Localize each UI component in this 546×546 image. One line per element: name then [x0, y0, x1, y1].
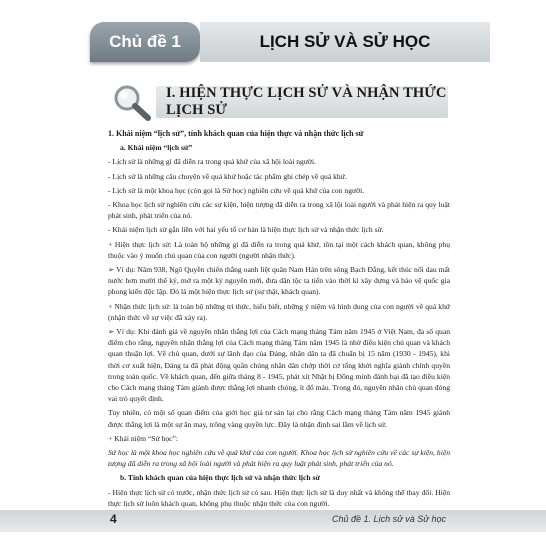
- chapter-tab-label: Chủ đề 1: [109, 32, 181, 51]
- chapter-tab: [90, 22, 200, 62]
- heading-2a: a. Khái niệm “lịch sử”: [120, 143, 193, 153]
- chapter-title-text: LỊCH SỬ VÀ SỬ HỌC: [259, 32, 431, 51]
- paragraph: ➢ Ví dụ: Khi đánh giá về nguyên nhân thắng lợi của Cách mạng tháng Tám năm 1945 ở Việt Nam, đa số quan điểm cho rằng, nguyên nhân thắng lợi của Cách mạng tháng Tám năm 1945 là nhờ điều kiện chủ quan và khách quan thuận lợi. Về chủ quan, dưới sự lãnh đạo của Đảng, nhân dân ta đã chuẩn bị 15 năm (1930 - 1945), khi thời cơ xuất hiện, Đảng ta đã phát động quần chúng nhân dân chớp thời cơ tổng khởi nghĩa giành chính quyền trong toàn quốc. Về khách quan, đến giữa tháng 8 - 1945, phát xít Nhật bị Đồng minh đánh bại đã tạo điều kiện cho Cách mạng tháng Tám giành được thắng lợi nhanh chóng, ít đổ máu. Trong đó, nguyên nhân chủ quan đóng vai trò quyết định.: [108, 327, 450, 404]
- paragraph: ➢ Ví dụ: Năm 938, Ngô Quyền chiến thắng oanh liệt quân Nam Hán trên sông Bạch Đằng, kết thúc nổi dau mất nước hơn mười thế kỷ, mở ra một kỷ nguyên mới, đưa dân tộc ta tiến vào thời kì xây dựng và bảo vệ quốc gia phong kiến độc lập. Đó là một hiện thực lịch sử (sự thật, khách quan).: [108, 265, 450, 297]
- paragraph: - Lịch sử là một khoa học (còn gọi là Sử học) nghiên cứu về quá khứ của con người.: [108, 185, 365, 195]
- paragraph: - Lịch sử là những gì đã diễn ra trong quá khứ của xã hội loài người.: [108, 157, 316, 167]
- section-heading: [110, 82, 448, 122]
- footer-band: [0, 510, 546, 532]
- section-title-text: I. HIỆN THỰC LỊCH SỬ VÀ NHẬN THỨC LỊCH SỬ: [166, 85, 447, 118]
- running-title: Chủ đề 1. Lịch sử và Sử học: [332, 514, 446, 524]
- paragraph: + Hiện thực lịch sử: Là toàn bộ những gì đã diễn ra trong quá khứ, tồn tại một cách khách quan, không phụ thuộc vào ý muốn chủ quan của con người (người nhận thức).: [108, 239, 450, 260]
- paragraph: Sử học là một khoa học nghiên cứu về quá khứ của con người. Khoa học lịch sử nghiên cứu về các sự kiện, hiện tượng đã diễn ra trong xã hội loài người và phát hiện ra quy luật phát sinh, phát triển của nó.: [108, 448, 450, 469]
- paragraph: Tuy nhiên, có một số quan điểm của giới học giả tư sản lại cho rằng Cách mạng tháng Tám năm 1945 giành được thắng lợi là một sự ăn may, trông vàng quyền lực. Đây là nhận định sai lầm về lịch sử.: [108, 408, 450, 429]
- page-number: 4: [110, 512, 117, 526]
- paragraph: + Khái niệm “Sử học”:: [108, 433, 178, 443]
- paragraph: - Khái niệm lịch sử gắn liền với hai yếu tố cơ bản là hiện thực lịch sử và nhận thức lịch sử.: [108, 225, 384, 235]
- paragraph: + Nhận thức lịch sử: là toàn bộ những tri thức, hiểu biết, những ý niệm và hình dung của con người về quá khứ (nhận thức về sự việc đã xảy ra).: [108, 301, 450, 322]
- heading-1: 1. Khái niệm “lịch sử”, tính khách quan của hiện thực và nhận thức lịch sử: [108, 129, 364, 138]
- body-text: [108, 128, 450, 512]
- magnifier-icon: [110, 82, 154, 122]
- paragraph: - Lịch sử là những câu chuyện về quá khứ hoặc tác phẩm ghi chép về quá khứ.: [108, 171, 347, 181]
- paragraph: - Hiện thực lịch sử có trước, nhận thức lịch sử có sau. Hiện thực lịch sử là duy nhất và không thể thay đổi. Hiện thực lịch sử luôn khách quan, không phụ thuộc nhận thức của con người.: [108, 487, 450, 508]
- heading-2b: b. Tính khách quan của hiện thực lịch sử và nhận thức lịch sử: [120, 473, 320, 483]
- chapter-title: [200, 22, 490, 62]
- paragraph: - Khoa học lịch sử nghiên cứu các sự kiện, hiện tượng đã diễn ra trong xã lội loài người và phát hiện ra quy luật phát sinh, phát triển của nó.: [108, 200, 450, 221]
- section-title: [156, 86, 448, 118]
